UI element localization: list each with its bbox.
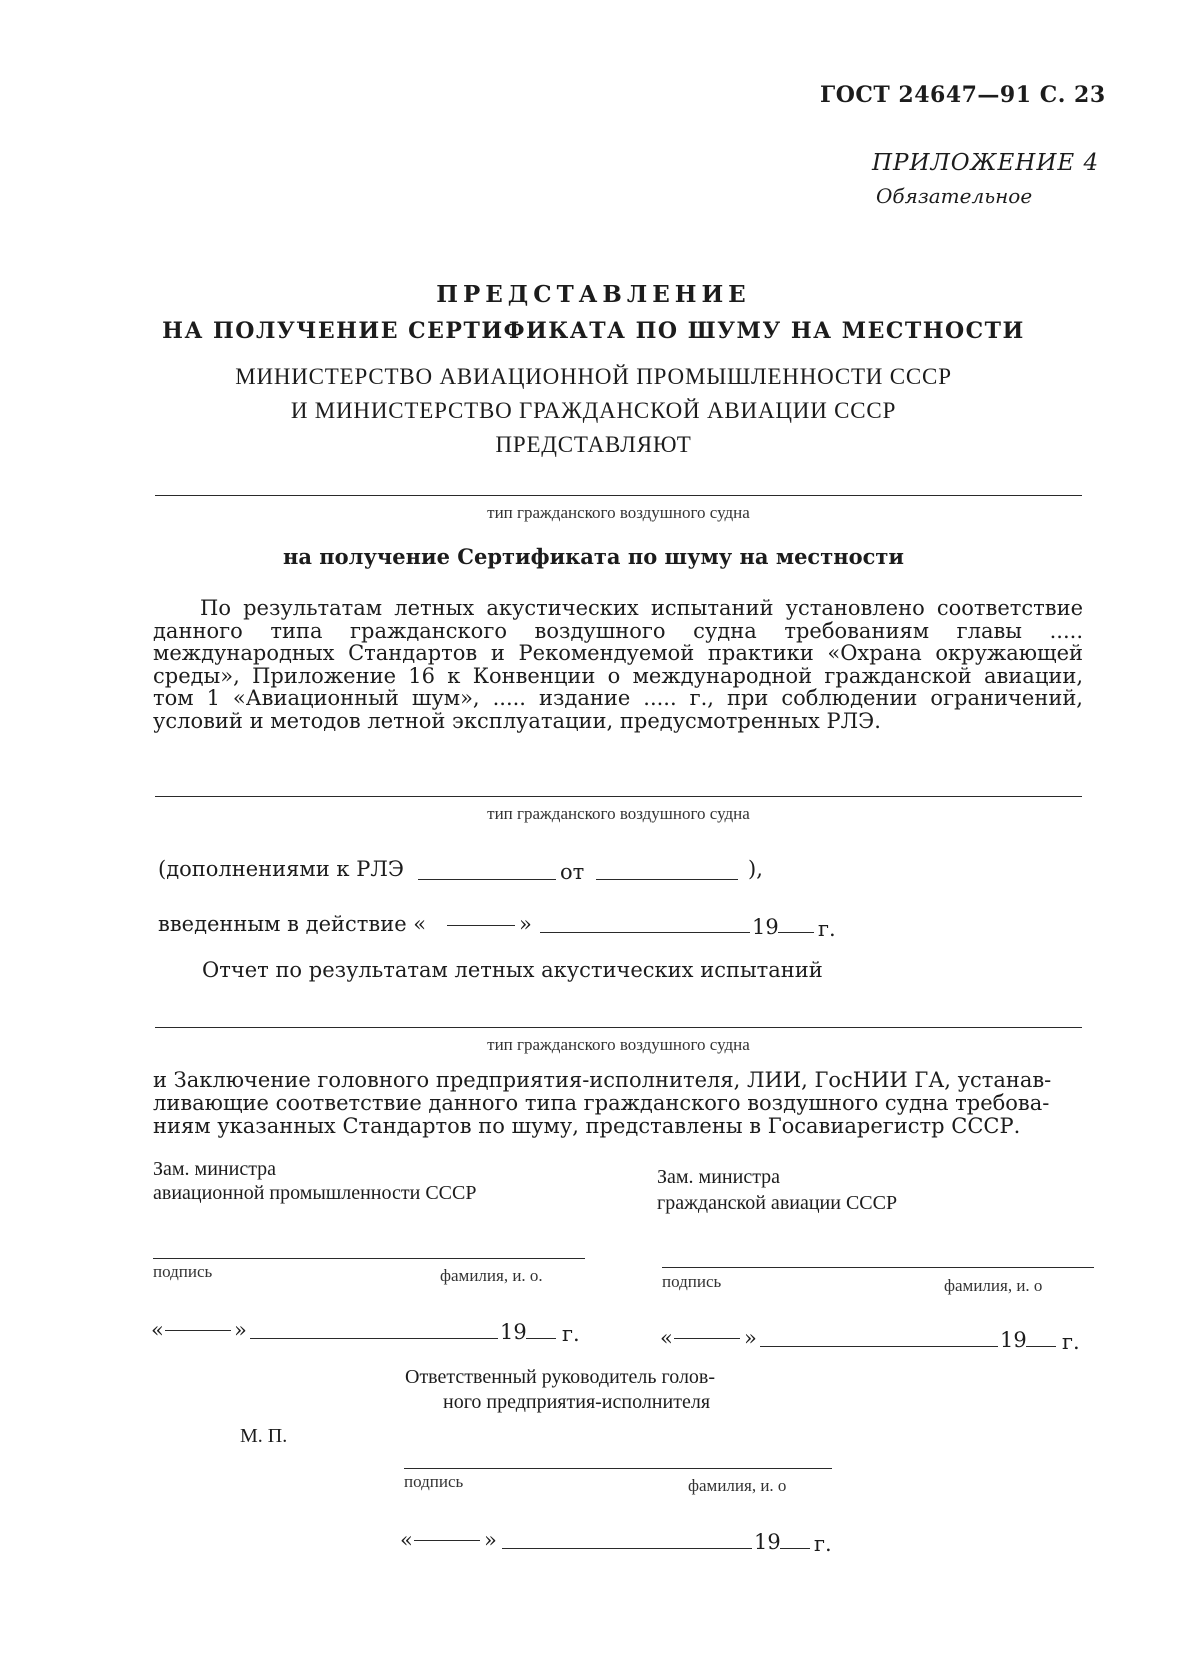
left-signature-label: подпись: [153, 1262, 213, 1281]
enacted-quote-close: »: [519, 912, 532, 936]
enacted-prefix: введенным в действие «: [158, 912, 427, 936]
enacted-day-field[interactable]: [447, 925, 515, 926]
left-date-year-field[interactable]: [526, 1338, 556, 1339]
left-date-suffix: г.: [562, 1322, 580, 1346]
left-name-label: фамилия, и. о.: [440, 1266, 543, 1285]
conclusion-line-1: и Заключение головного предприятия-исполнителя, ЛИИ, ГосНИИ ГА, устанав-: [153, 1068, 1052, 1092]
responsible-line-2: ного предприятия-исполнителя: [443, 1391, 711, 1413]
standard-header: ГОСТ 24647—91 С. 23: [820, 82, 1106, 108]
responsible-date-month-field[interactable]: [502, 1548, 752, 1549]
document-subtitle: НА ПОЛУЧЕНИЕ СЕРТИФИКАТА ПО ШУМУ НА МЕСТНОСТИ: [162, 318, 1025, 344]
right-date-close: »: [744, 1326, 757, 1350]
ministry-line-3: ПРЕДСТАВЛЯЮТ: [495, 432, 692, 457]
enacted-year-prefix: 19: [752, 915, 779, 939]
responsible-line-1: Ответственный руководитель голов-: [405, 1366, 716, 1388]
ministry-line-2: И МИНИСТЕРСТВО ГРАЖДАНСКОЙ АВИАЦИИ СССР: [290, 398, 897, 423]
aircraft-type-field-2[interactable]: [155, 796, 1082, 797]
responsible-name-label: фамилия, и. о: [688, 1476, 787, 1495]
supplement-number-field[interactable]: [418, 879, 556, 880]
right-date-day-field[interactable]: [674, 1338, 740, 1339]
enacted-month-field[interactable]: [540, 932, 750, 933]
supplements-suffix: ),: [748, 857, 763, 881]
responsible-signature-field[interactable]: [404, 1468, 832, 1469]
right-date-open: «: [660, 1326, 673, 1350]
aircraft-type-caption-3: тип гражданского воздушного судна: [487, 1035, 750, 1054]
left-signature-field[interactable]: [153, 1258, 585, 1259]
responsible-date-year: 19: [754, 1530, 781, 1554]
right-date-year-field[interactable]: [1026, 1346, 1056, 1347]
aircraft-type-caption-2: тип гражданского воздушного судна: [487, 804, 750, 823]
supplements-prefix: (дополнениями к РЛЭ: [158, 857, 404, 881]
right-name-label: фамилия, и. о: [944, 1276, 1043, 1295]
enacted-year-suffix: г.: [818, 917, 836, 941]
right-signer-title: Зам. министра: [657, 1166, 781, 1188]
left-date-day-field[interactable]: [165, 1330, 231, 1331]
right-signature-label: подпись: [662, 1272, 722, 1291]
right-date-year: 19: [1000, 1328, 1027, 1352]
conclusion-line-2: ливающие соответствие данного типа гражданского воздушного судна требова-: [153, 1091, 1050, 1115]
supplements-from: от: [560, 860, 585, 884]
responsible-date-open: «: [400, 1528, 413, 1552]
annex-title: ПРИЛОЖЕНИЕ 4: [872, 150, 1100, 176]
enacted-year-field[interactable]: [778, 932, 814, 933]
left-signer-title: Зам. министра: [153, 1158, 277, 1180]
ministry-line-1: МИНИСТЕРСТВО АВИАЦИОННОЙ ПРОМЫШЛЕННОСТИ СССР: [235, 364, 952, 389]
annex-status: Обязательное: [876, 184, 1033, 208]
responsible-date-year-field[interactable]: [780, 1548, 810, 1549]
left-date-close: »: [234, 1318, 247, 1342]
responsible-date-suffix: г.: [814, 1532, 832, 1556]
right-signer-org: гражданской авиации СССР: [657, 1192, 898, 1214]
left-signer-org: авиационной промышленности СССР: [153, 1182, 477, 1204]
responsible-date-day-field[interactable]: [414, 1540, 480, 1541]
aircraft-type-field-3[interactable]: [155, 1027, 1082, 1028]
left-date-year: 19: [500, 1320, 527, 1344]
responsible-signature-label: подпись: [404, 1472, 464, 1491]
certificate-subtitle: на получение Сертификата по шуму на местности: [283, 544, 904, 569]
document-title: ПРЕДСТАВЛЕНИЕ: [436, 281, 751, 308]
conclusion-line-3: ниям указанных Стандартов по шуму, представлены в Госавиарегистр СССР.: [153, 1114, 1021, 1138]
supplement-date-field[interactable]: [596, 879, 738, 880]
right-signature-field[interactable]: [662, 1267, 1094, 1268]
results-paragraph: По результатам летных акустических испытаний установлено соответствие данного типа гражданского воздушного судна требованиям главы ..... международных Стандартов и Рекомендуемой практики «Охрана окружающей среды», Приложение 16 к Конвенции о международной гражданской авиации, том 1 «Авиационный шум», ..... издание ..... г., при соблюдении ограничений, условий и методов летной эксплуатации, предусмотренных РЛЭ.: [153, 596, 1083, 733]
aircraft-type-caption-1: тип гражданского воздушного судна: [487, 503, 750, 522]
right-date-suffix: г.: [1062, 1330, 1080, 1354]
right-date-month-field[interactable]: [760, 1346, 998, 1347]
report-line: Отчет по результатам летных акустических испытаний: [202, 958, 823, 982]
left-date-open: «: [151, 1318, 164, 1342]
responsible-date-close: »: [484, 1528, 497, 1552]
left-date-month-field[interactable]: [250, 1338, 498, 1339]
aircraft-type-field-1[interactable]: [155, 495, 1082, 496]
stamp-place: М. П.: [240, 1425, 288, 1447]
